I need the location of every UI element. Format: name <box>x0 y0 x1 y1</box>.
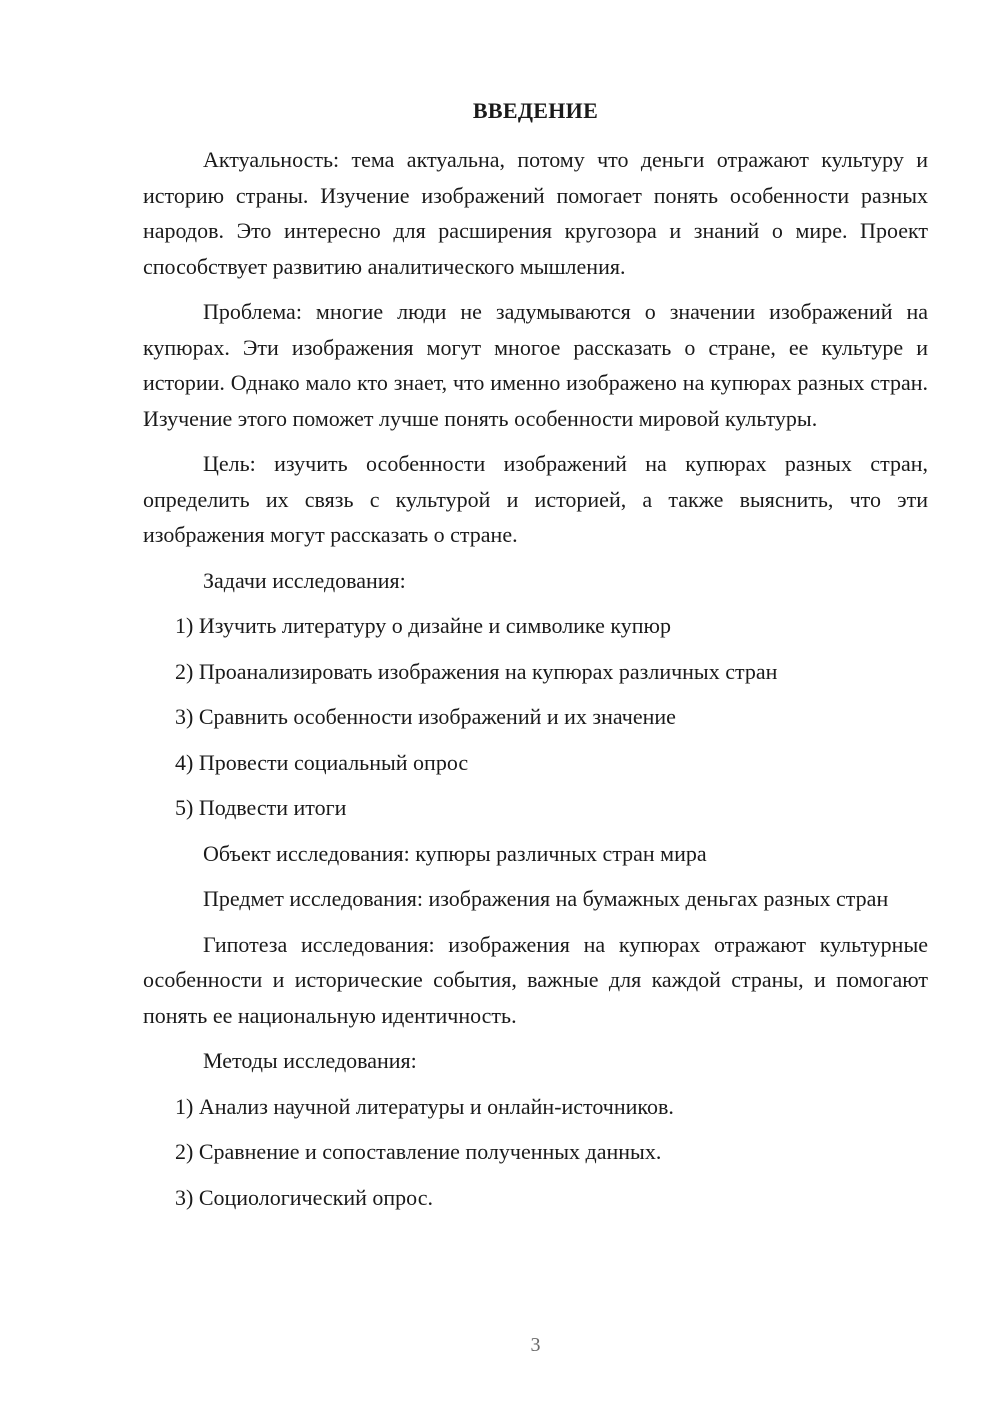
tasks-heading: Задачи исследования: <box>203 567 406 593</box>
list-item: 2) Сравнение и сопоставление полученных данных. <box>175 1139 662 1164</box>
paragraph-problem: Проблема: многие люди не задумываются о значении изображений на купюрах. Эти изображения могут многое рассказать о стране, ее культуре и истории. Однако мало кто знает, что именно изображено на купюрах разных стран. Изучение этого поможет лучше понять особенности мировой культуры. <box>143 299 928 431</box>
document-body <box>143 142 928 1225</box>
list-item: 3) Социологический опрос. <box>175 1184 433 1210</box>
paragraph-hypothesis: Гипотеза исследования: изображения на купюрах отражают культурные особенности и исторические события, важные для каждой страны, и помогают понять ее национальную идентичность. <box>143 931 928 1028</box>
document-page <box>143 0 928 1414</box>
paragraph-subject: Предмет исследования: изображения на бумажных деньгах разных стран <box>203 886 889 911</box>
page-title: ВВЕДЕНИЕ <box>472 98 599 123</box>
paragraph-goal: Цель: изучить особенности изображений на купюрах разных стран, определить их связь с культурой и историей, а также выяснить, что эти изображения могут рассказать о стране. <box>143 451 928 547</box>
paragraph-object: Объект исследования: купюры различных стран мира <box>203 840 707 866</box>
list-item: 1) Изучить литературу о дизайне и символике купюр <box>175 613 671 638</box>
methods-heading: Методы исследования: <box>203 1048 417 1073</box>
page-number: 3 <box>530 1334 541 1356</box>
tasks-list <box>143 608 928 826</box>
list-item: 3) Сравнить особенности изображений и их значение <box>175 704 676 729</box>
list-item: 2) Проанализировать изображения на купюрах различных стран <box>175 658 778 684</box>
paragraph-relevance: Актуальность: тема актуальна, потому что деньги отражают культуру и историю страны. Изучение изображений помогает понять особенности разных народов. Это интересно для расширения кругозора и знаний о мире. Проект способствует развитию аналитического мышления. <box>143 147 928 279</box>
list-item: 5) Подвести итоги <box>175 795 347 820</box>
methods-list <box>143 1089 928 1216</box>
list-item: 4) Провести социальный опрос <box>175 749 469 775</box>
list-item: 1) Анализ научной литературы и онлайн-источников. <box>175 1093 674 1119</box>
